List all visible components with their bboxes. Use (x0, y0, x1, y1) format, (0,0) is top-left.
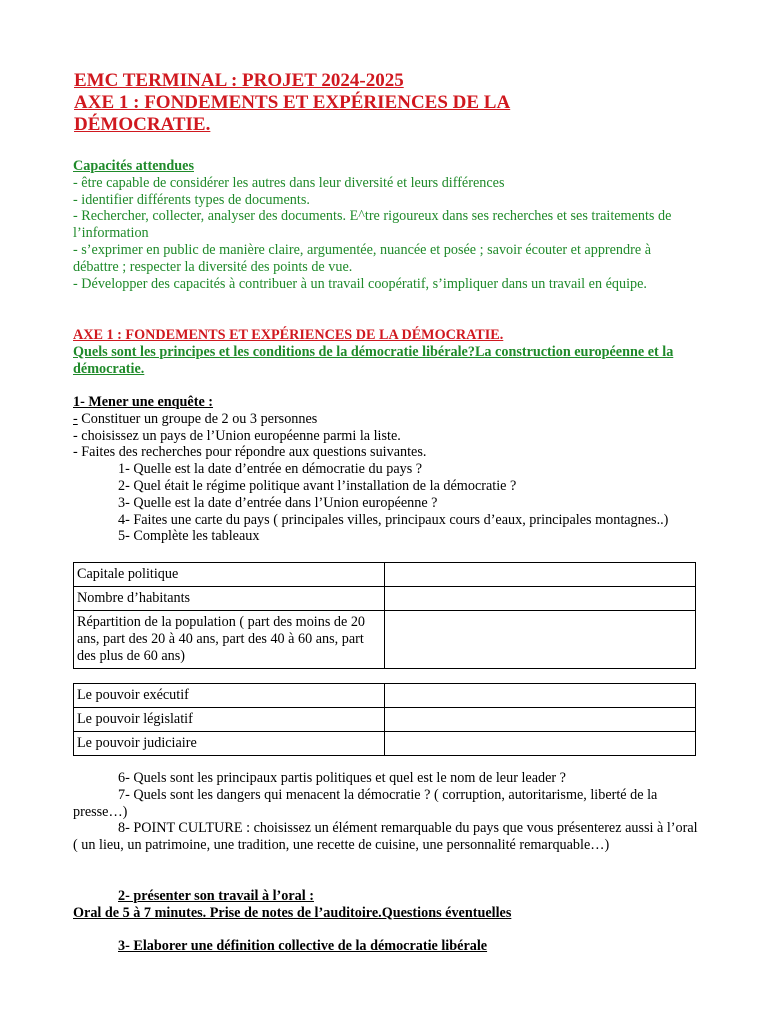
table-cell-value[interactable] (385, 563, 696, 587)
table-cell-value[interactable] (385, 732, 696, 756)
enquete-question: 5- Complète les tableaux (118, 528, 260, 545)
oral-heading: 2- présenter son travail à l’oral : (118, 888, 314, 904)
table-cell-label: Le pouvoir législatif (74, 708, 385, 732)
table-row (74, 684, 696, 708)
table-row (74, 587, 696, 611)
table-row (74, 563, 696, 587)
question-7: 7- Quels sont les dangers qui menacent la démocratie ? ( corruption, autoritarisme, liberté de la presse…) (73, 786, 658, 820)
capacite-item: - Développer des capacités à contribuer à un travail coopératif, s’impliquer dans un travail en équipe. (73, 275, 647, 292)
capacite-item: - Rechercher, collecter, analyser des documents. E^tre rigoureux dans ses recherches et ses traitements de l’information (73, 208, 672, 242)
table-cell-value[interactable] (385, 587, 696, 611)
document-title (74, 70, 714, 136)
table-cell-value[interactable] (385, 611, 696, 669)
axe-title: AXE 1 : FONDEMENTS ET EXPÉRIENCES DE LA DÉMOCRATIE. (73, 327, 504, 343)
enquete-line: - choisissez un pays de l’Union européenne parmi la liste. (73, 427, 401, 444)
capacites-section (73, 158, 698, 292)
dash: - (73, 410, 78, 427)
table-cell-label: Capitale politique (74, 563, 385, 587)
table-cell-label: Le pouvoir judiciaire (74, 732, 385, 756)
enquete-section (73, 394, 698, 545)
capacite-item: - être capable de considérer les autres dans leur diversité et leurs différences (73, 174, 505, 191)
question-8: 8- POINT CULTURE : choisissez un élément remarquable du pays que vous présenterez aussi à l’oral ( un lieu, un patrimoine, une tradition, une recette de cuisine, une personnalité remarquable…) (73, 820, 698, 854)
oral-detail: Oral de 5 à 7 minutes. Prise de notes de l’auditoire.Questions éventuelles (73, 904, 512, 921)
title-line-3: DÉMOCRATIE. (74, 114, 211, 135)
enquete-question: 3- Quelle est la date d’entrée dans l’Union européenne ? (118, 494, 438, 511)
table-row (74, 732, 696, 756)
table-cell-label: Nombre d’habitants (74, 587, 385, 611)
enquete-line: - Faites des recherches pour répondre aux questions suivantes. (73, 444, 427, 461)
enquete-heading: 1- Mener une enquête : (73, 394, 214, 410)
questions-suite (73, 770, 698, 854)
enquete-question: 1- Quelle est la date d’entrée en démocratie du pays ? (118, 461, 423, 478)
enquete-line-text: Constituer un groupe de 2 ou 3 personnes (77, 410, 318, 427)
axe-question: Quels sont les principes et les conditions de la démocratie libérale?La construction européenne et la démocratie. (73, 343, 674, 377)
enquete-line (73, 411, 698, 428)
enquete-question: 4- Faites une carte du pays ( principales villes, principaux cours d’eaux, principales montagnes..) (118, 511, 669, 528)
capacites-heading: Capacités attendues (73, 158, 194, 174)
oral-section (73, 888, 698, 922)
title-line-1: EMC TERMINAL : PROJET 2024-2025 (74, 70, 404, 91)
country-info-table (73, 562, 696, 669)
table-cell-value[interactable] (385, 684, 696, 708)
table-row (74, 708, 696, 732)
table-row (74, 611, 696, 669)
definition-heading: 3- Elaborer une définition collective de la démocratie libérale (118, 938, 488, 954)
capacite-item: - identifier différents types de documents. (73, 191, 310, 208)
powers-table (73, 683, 696, 756)
capacite-item: - s’exprimer en public de manière claire, argumentée, nuancée et posée ; savoir écouter et apprendre à débattre ; respecter la diversité des points de vue. (73, 241, 651, 275)
table-cell-value[interactable] (385, 708, 696, 732)
definition-section (73, 938, 698, 955)
title-line-2: AXE 1 : FONDEMENTS ET EXPÉRIENCES DE LA (74, 92, 511, 113)
axe-section (73, 327, 698, 377)
question-6: 6- Quels sont les principaux partis politiques et quel est le nom de leur leader ? (118, 770, 566, 786)
table-cell-label: Répartition de la population ( part des moins de 20 ans, part des 20 à 40 ans, part des 40 à 60 ans, part des plus de 60 ans) (74, 611, 385, 669)
enquete-question: 2- Quel était le régime politique avant l’installation de la démocratie ? (118, 477, 517, 494)
table-cell-label: Le pouvoir exécutif (74, 684, 385, 708)
